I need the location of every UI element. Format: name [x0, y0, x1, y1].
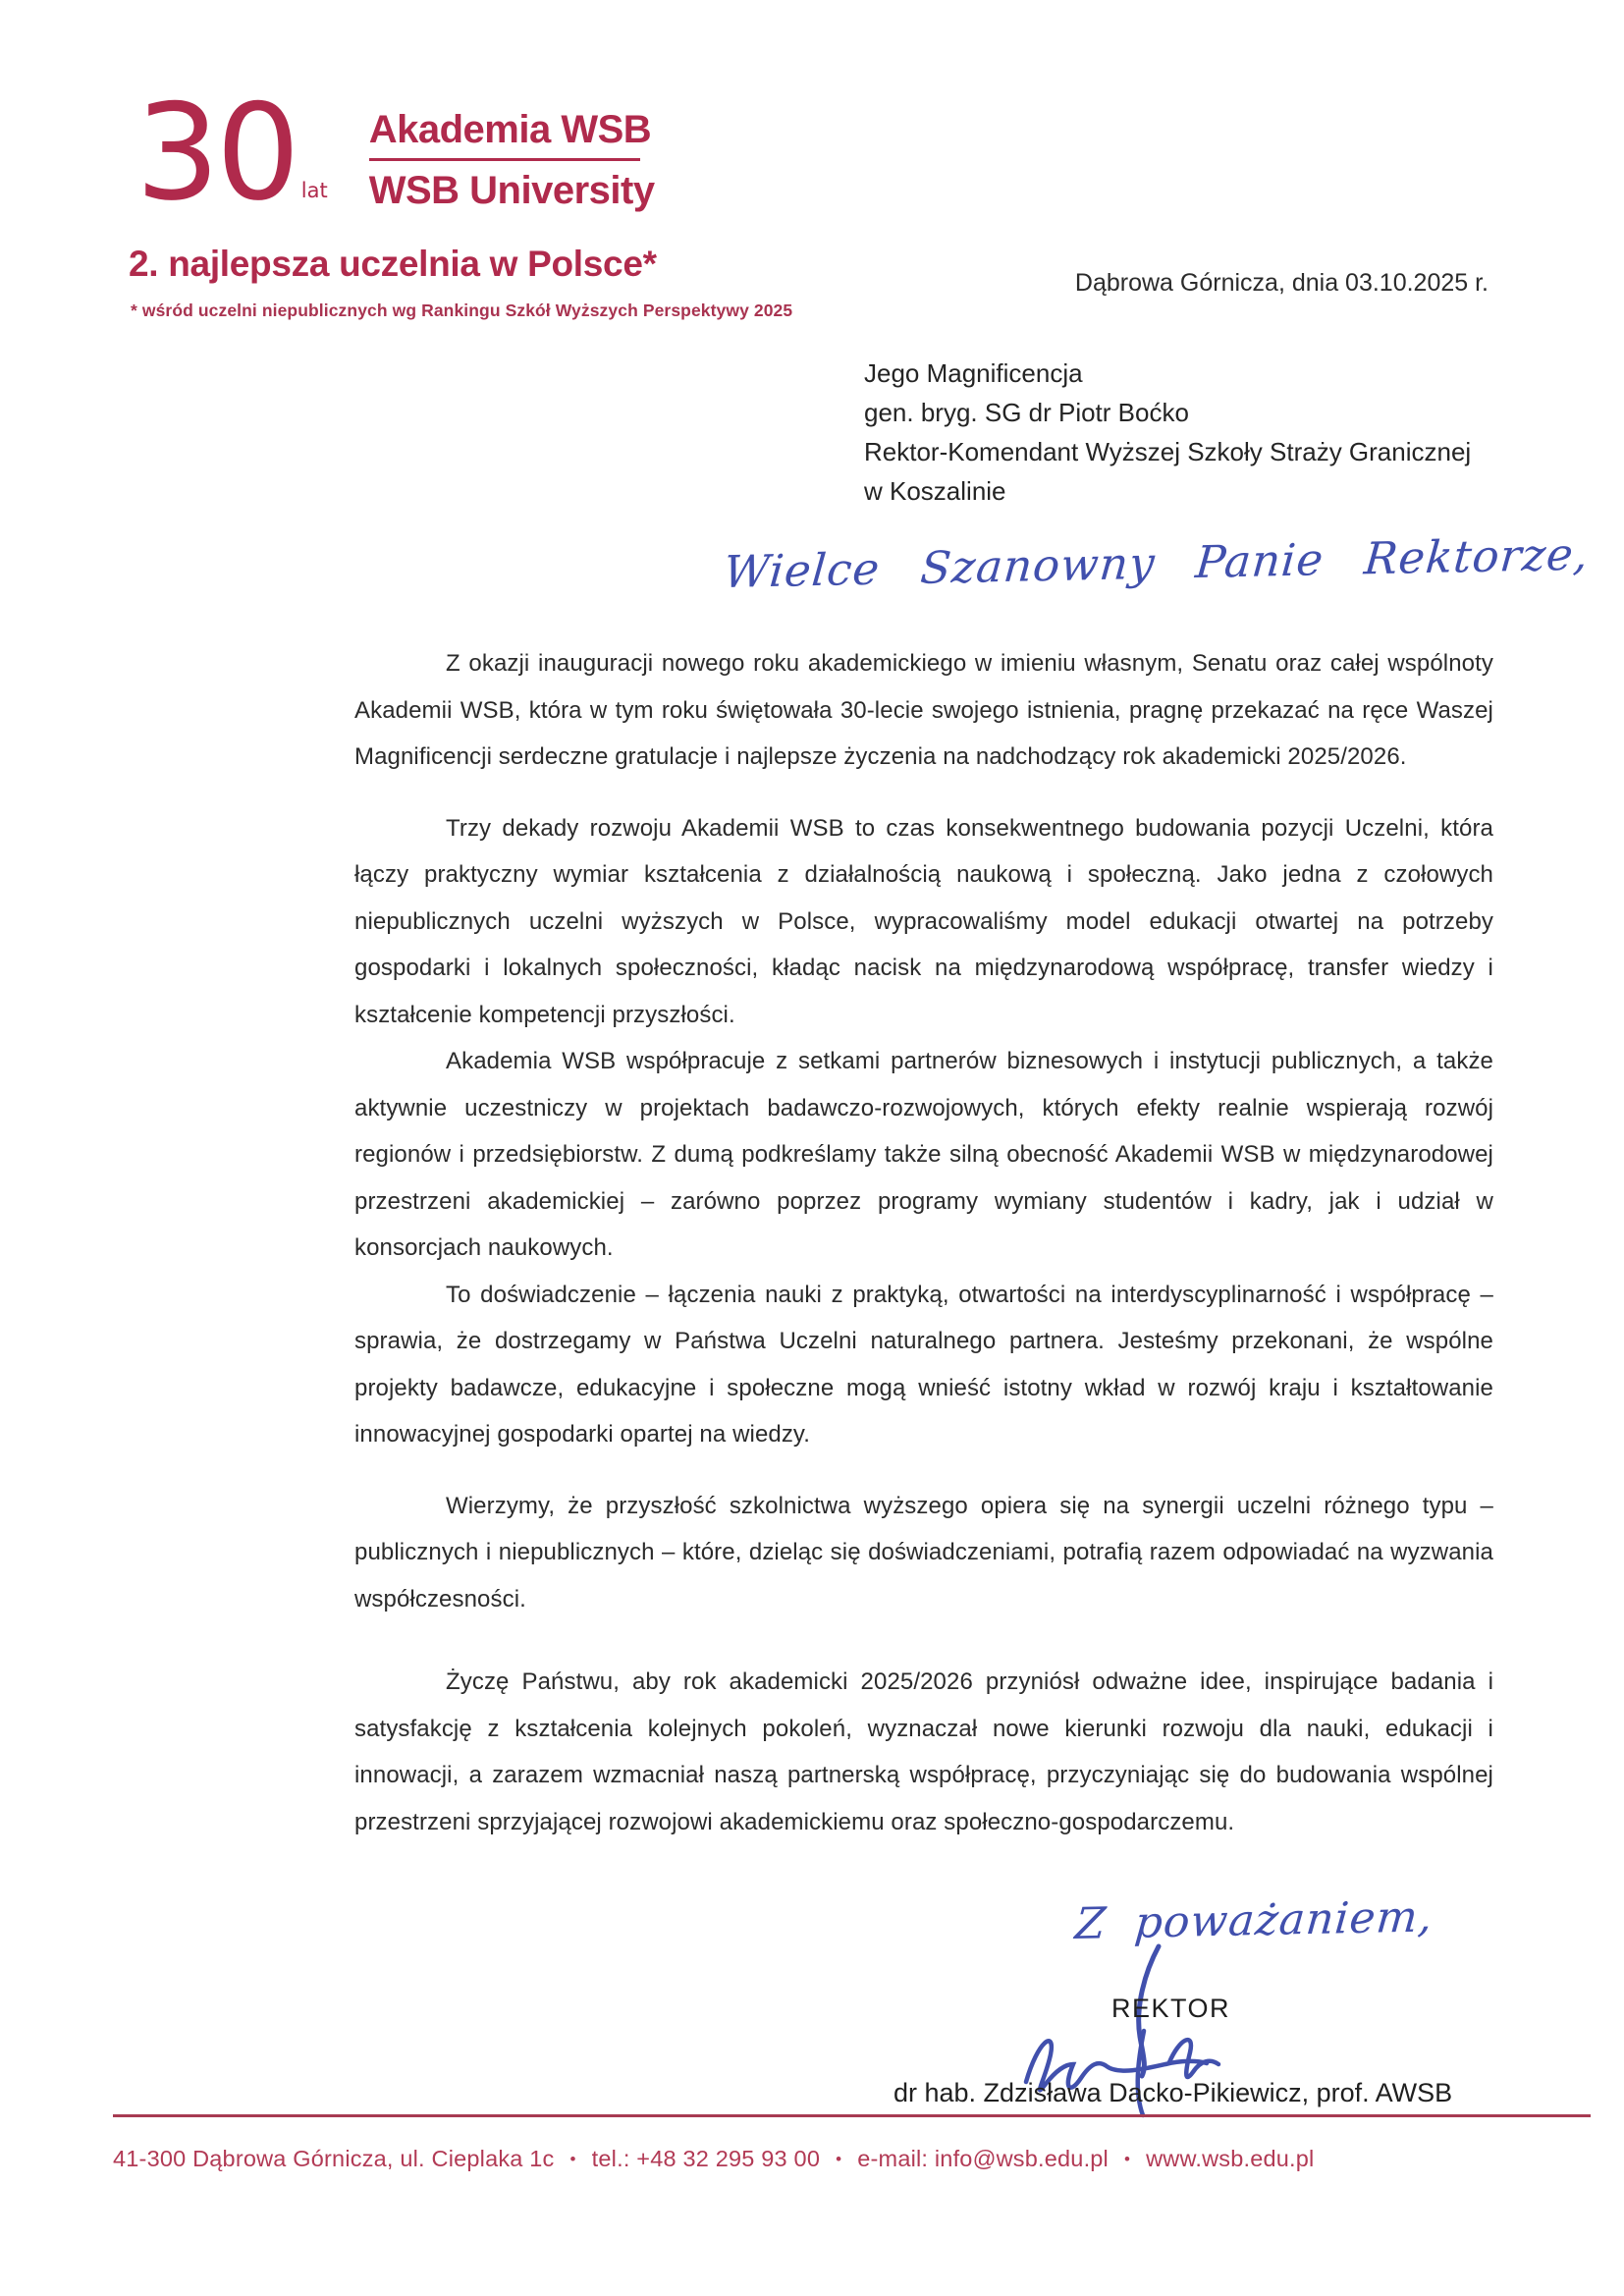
recipient-block [864, 354, 1471, 511]
ranking-tagline: 2. najlepsza uczelnia w Polsce* [129, 244, 657, 284]
place-and-date: Dąbrowa Górnicza, dnia 03.10.2025 r. [1074, 269, 1489, 297]
paragraph: Z okazji inauguracji nowego roku akademickiego w imieniu własnym, Senatu oraz całej wspólnoty Akademii WSB, która w tym roku świętowała 30-lecie swojego istnienia, pragnę przekazać na ręce Waszej Magnificencji serdeczne gratulacje i najlepsze życzenia na nadchodzący rok akademicki 2025/2026. [354, 650, 1493, 770]
paragraph: Akademia WSB współpracuje z setkami partnerów biznesowych i instytucji publicznych, a także aktywnie uczestniczy w projektach badawczo-rozwojowych, których efekty realnie wspierają rozwój regionów i przedsiębiorstw. Z dumą podkreślamy także silną obecność Akademii WSB w międzynarodowej przestrzeni akademickiej – zarówno poprzez programy wymiany studentów i kadry, jak i udział w konsorcjach naukowych. [354, 1048, 1493, 1261]
ranking-footnote: * wśród uczelni niepublicznych wg Rankingu Szkół Wyższych Perspektywy 2025 [131, 301, 793, 320]
signer-name: dr hab. Zdzisława Dacko-Pikiewicz, prof. AWSB [893, 2078, 1453, 2107]
logo-name-english: WSB University [368, 169, 655, 212]
handwritten-closing: Z poważaniem, [1073, 1891, 1435, 1949]
paragraph: To doświadczenie – łączenia nauki z praktyką, otwartości na interdyscyplinarność i współpracę – sprawia, że dostrzegamy w Państwa Uczelni naturalnego partnera. Jesteśmy przekonani, że wspólne projekty badawcze, edukacyjne i społeczne mogą wnieść istotny wkład w rozwój kraju i kształtowanie innowacyjnej gospodarki opartej na wiedzy. [354, 1281, 1493, 1448]
recipient-line: gen. bryg. SG dr Piotr Boćko [864, 398, 1189, 427]
footer-website: www.wsb.edu.pl [1146, 2146, 1315, 2171]
footer-phone: tel.: +48 32 295 93 00 [591, 2146, 821, 2171]
dot-separator-icon: • [836, 2150, 842, 2168]
paragraph: Życzę Państwu, aby rok akademicki 2025/2026 przyniósł odważne idee, inspirujące badania i satysfakcję z kształcenia kolejnych pokoleń, wyznaczał nowe kierunki rozwoju dla nauki, edukacji i innowacji, a zarazem wzmacniał naszą partnerską współpracę, przyczyniając się do budowania wspólnej przestrzeni sprzyjającej rozwojowi akademickiemu oraz społeczno-gospodarczemu. [354, 1668, 1493, 1835]
recipient-line: Jego Magnificencja [864, 358, 1083, 388]
handwritten-salutation: Wielce Szanowny Panie Rektorze, [722, 527, 1592, 598]
paragraph: Trzy dekady rozwoju Akademii WSB to czas konsekwentnego budowania pozycji Uczelni, która łączy praktyczny wymiar kształcenia z działalnością naukową i społeczną. Jako jedna z czołowych niepublicznych uczelni wyższych w Polsce, wypracowaliśmy model edukacji otwartej na potrzeby gospodarki i lokalnych społeczności, kładąc nacisk na międzynarodową współpracę, transfer wiedzy i kształcenie kompetencji przyszłości. [354, 814, 1493, 1028]
logo-wordmark [368, 108, 655, 212]
dot-separator-icon: • [569, 2150, 576, 2168]
paragraph: Wierzymy, że przyszłość szkolnictwa wyższego opiera się na synergii uczelni różnego typu – publicznych i niepublicznych – które, dzieląc się doświadczeniami, potrafią razem odpowiadać na wyzwania współczesności. [354, 1492, 1493, 1613]
recipient-line: Rektor-Komendant Wyższej Szkoły Straży Granicznej [864, 437, 1472, 466]
logo-30-lat-mark [135, 76, 328, 230]
logo-divider [369, 158, 640, 161]
footer-contact-line [113, 2146, 1537, 2172]
recipient-line: w Koszalinie [864, 476, 1006, 506]
logo-lat-label: lat [300, 179, 328, 202]
dot-separator-icon: • [1123, 2150, 1131, 2168]
footer-email: e-mail: info@wsb.edu.pl [857, 2146, 1109, 2171]
university-logo [135, 76, 655, 230]
footer-divider-line [113, 2114, 1591, 2117]
signer-title: REKTOR [1111, 1994, 1231, 2023]
footer-address: 41-300 Dąbrowa Górnicza, ul. Cieplaka 1c [113, 2146, 555, 2171]
logo-30-icon: 30 [135, 76, 297, 230]
logo-name-polish: Akademia WSB [368, 108, 652, 151]
letter-body [354, 640, 1493, 1845]
